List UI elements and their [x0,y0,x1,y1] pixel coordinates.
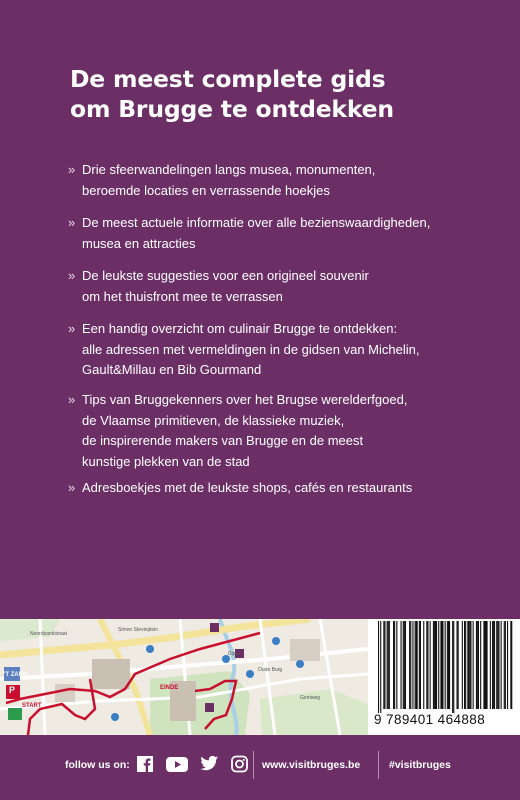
feature-line: Tips van Bruggekenners over het Brugse werelderfgoed, [82,392,408,407]
twitter-icon[interactable] [200,755,219,773]
bullet-mark: » [68,215,76,230]
feature-line: alle adressen met vermeldingen in de gidsen van Michelin, [82,341,420,357]
bullet-mark: » [68,321,76,336]
bullet-mark: » [68,392,76,407]
title-line-2: om Brugge te ontdekken [70,95,394,123]
feature-item [68,160,488,201]
back-cover-title [70,64,470,124]
map-street-label: Oude Burg [258,667,283,673]
feature-line: Gault&Millau en Bib Gourmand [82,362,262,377]
barcode-box [368,619,520,735]
city-map [0,619,368,735]
map-tzand-label: 'T ZAND [4,672,28,678]
map-barcode-strip [0,619,520,735]
feature-line: De leukste suggesties voor een origineel souvenir [82,268,369,283]
feature-item [68,213,488,254]
facebook-icon[interactable] [137,755,153,773]
bullet-mark: » [68,480,76,495]
feature-line: Adresboekjes met de leukste shops, cafés en restaurants [82,480,413,495]
map-parking-label: P [9,685,16,695]
hashtag-label: #visitbruges [389,759,451,771]
footer-divider [253,751,254,779]
feature-line: Drie sfeerwandelingen langs musea, monumenten, [82,162,376,177]
bullet-mark: » [68,268,76,283]
feature-line: Een handig overzicht om culinair Brugge te ontdekken: [82,321,398,336]
feature-line: musea en attracties [82,235,196,251]
map-einde-label: EINDE [160,685,179,691]
feature-line: de Vlaamse primitieven, de klassieke muziek, [82,412,345,428]
feature-item [68,319,488,381]
instagram-icon[interactable] [231,755,248,773]
map-start-label: START [22,703,42,709]
footer [0,735,520,800]
map-street-label: Dijver [228,651,241,657]
feature-item [68,266,488,307]
title-line-1: De meest complete gids [70,65,386,93]
map-street-label: Simon Stevinplein [118,627,159,633]
map-street-label: Noordzandstraat [30,631,67,637]
feature-line: om het thuisfront mee te verrassen [82,288,283,304]
footer-divider [378,751,379,779]
website-link[interactable]: www.visitbruges.be [262,759,361,771]
feature-line: kunstige plekken van de stad [82,453,250,469]
feature-item [68,390,488,472]
follow-label: follow us on: [65,759,130,771]
map-street-label: Gentweg [300,695,321,701]
feature-line: beroemde locaties en verrassende hoekjes [82,182,330,198]
feature-line: de inspirerende makers van Brugge en de meest [82,433,364,448]
youtube-icon[interactable] [166,755,188,773]
isbn-number: 9 789401 464888 [374,712,486,727]
barcode [376,621,514,713]
feature-line: De meest actuele informatie over alle bezienswaardigheden, [82,215,431,230]
bullet-mark: » [68,162,76,177]
feature-item [68,478,488,499]
